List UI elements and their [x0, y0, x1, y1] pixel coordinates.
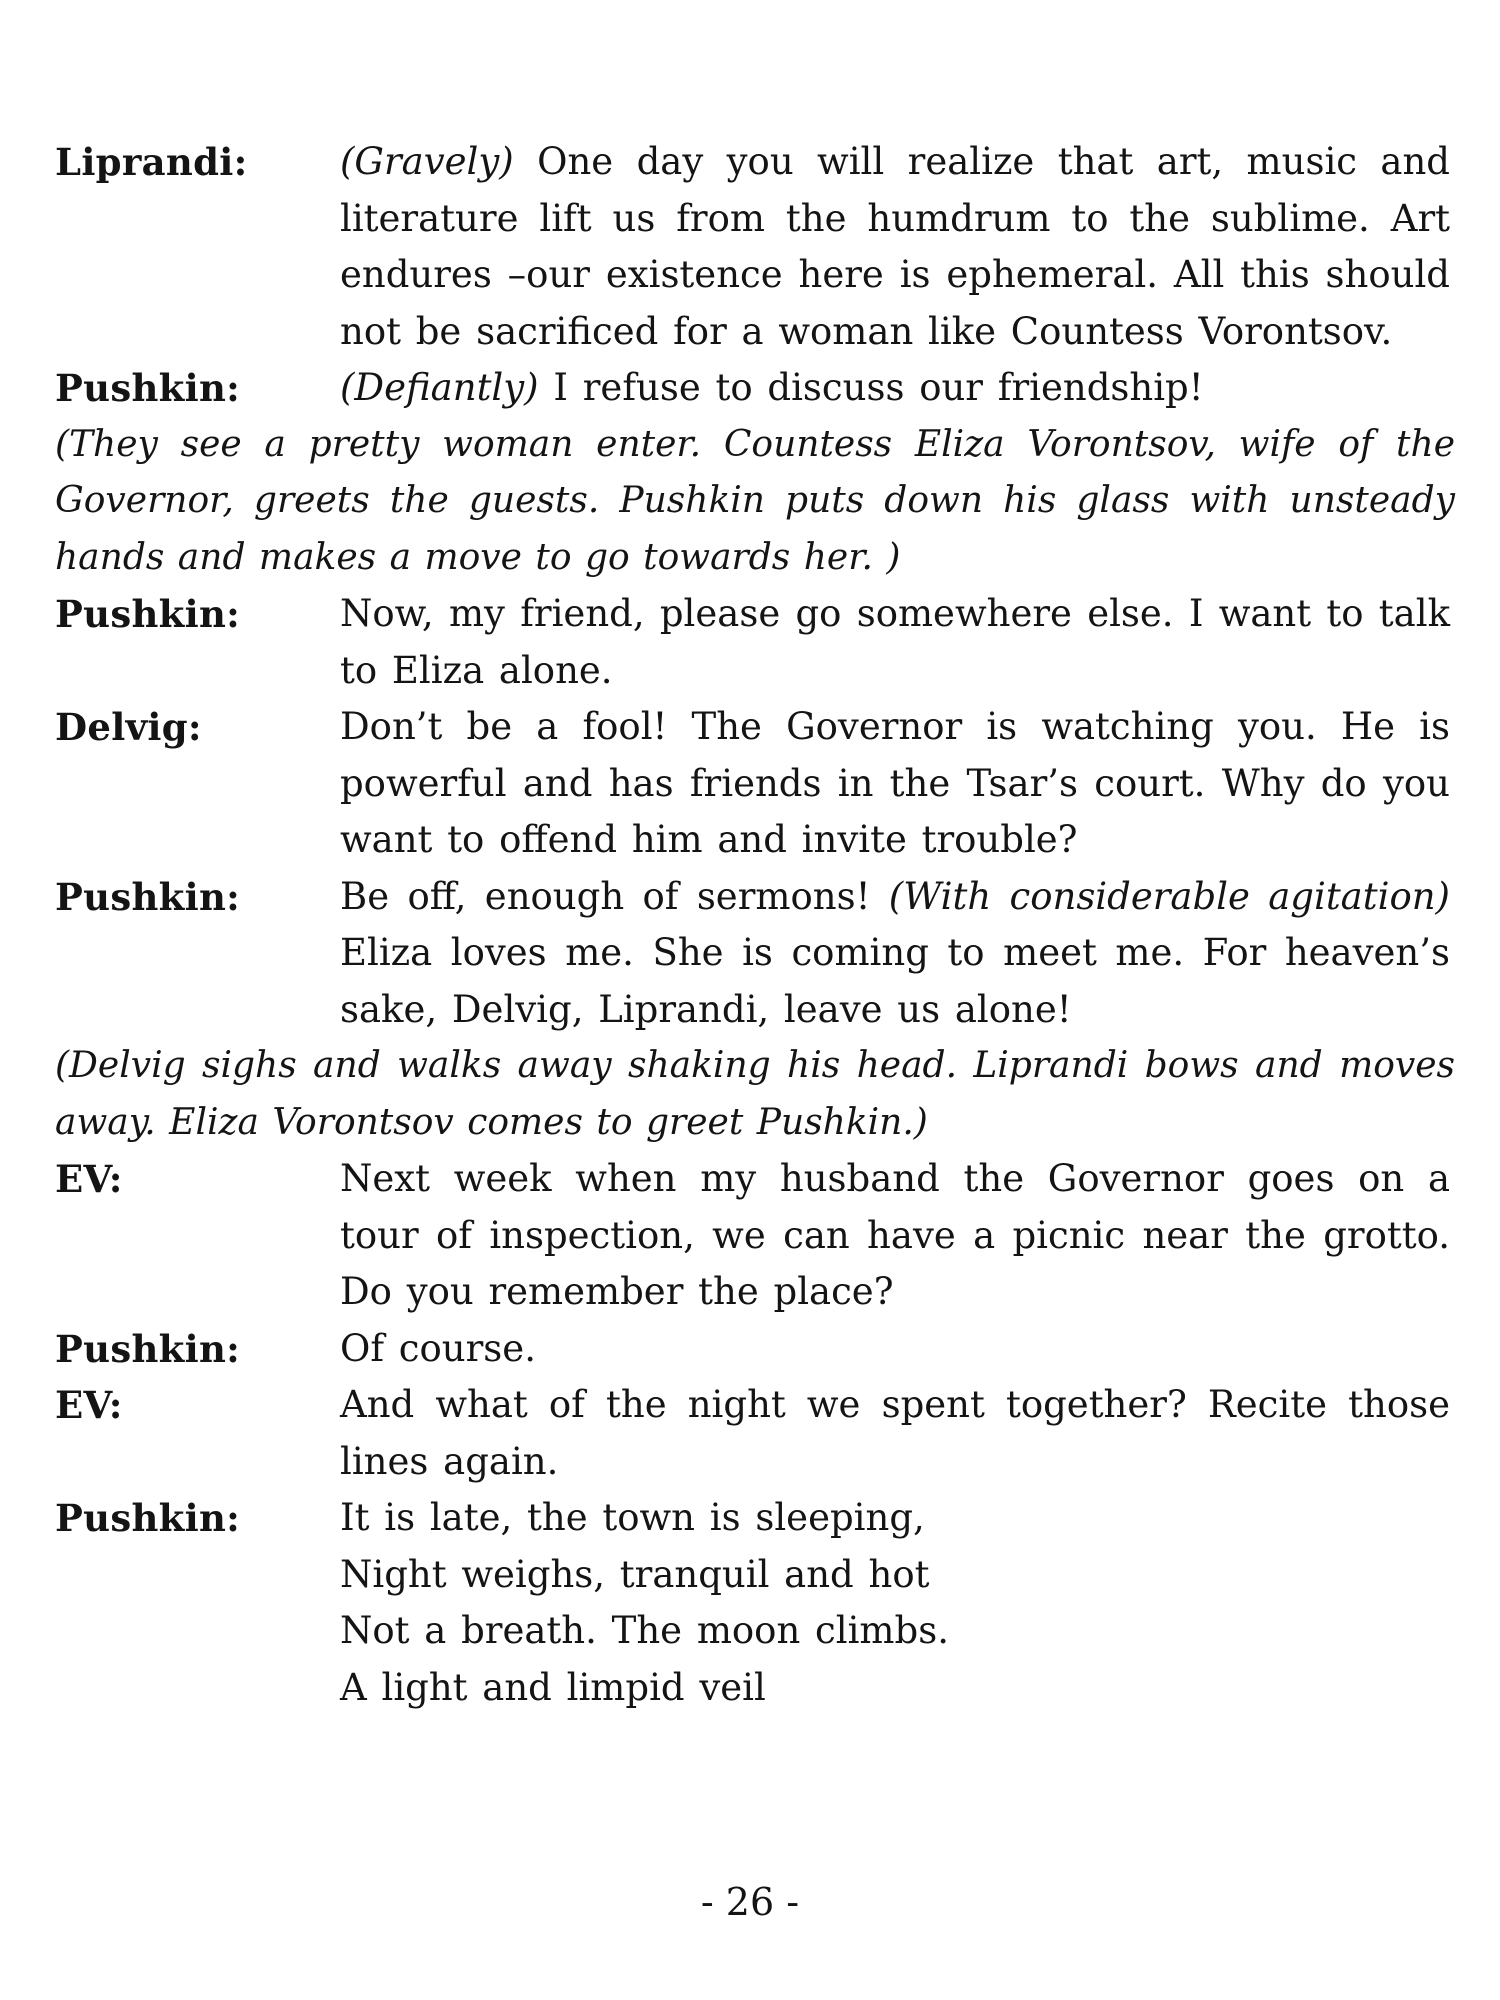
speech-text	[340, 134, 1450, 360]
dialogue-entry	[55, 1377, 1455, 1490]
speaker-name: EV:	[55, 1157, 123, 1201]
speech-content: Be off, enough of sermons!	[340, 874, 889, 918]
poem	[340, 1490, 1450, 1716]
speech-content: I refuse to discuss our friendship!	[538, 366, 1204, 409]
dialogue-entry	[55, 134, 1455, 360]
dialogue-entry	[55, 360, 1455, 417]
speech-content: One day you will realize that art, music and literature lift us from the humdrum to the sublime. Art endures –our existence here is ephemeral. All this should not be sacrificed for a woman like Countess Vorontsov.	[340, 140, 1450, 353]
dialogue-entry	[55, 586, 1455, 699]
speaker-name: Pushkin:	[55, 592, 241, 636]
stage-direction-inline: (Defiantly)	[340, 366, 539, 409]
speech-text: Don’t be a fool! The Governor is watching you. He is powerful and has friends in the Tsar’s court. Why do you want to offend him and invite trouble?	[340, 705, 1450, 861]
speaker-name: EV:	[55, 1383, 123, 1427]
speaker-name: Delvig:	[55, 705, 202, 749]
speaker-name: Liprandi:	[55, 140, 248, 184]
speech-text	[340, 360, 1450, 417]
speech-text	[340, 869, 1450, 1039]
page-number: - 26 -	[700, 1880, 800, 1924]
poem-line: Night weighs, tranquil and hot	[340, 1552, 930, 1596]
speaker-name: Pushkin:	[55, 1326, 241, 1371]
speaker-name: Pushkin:	[55, 874, 241, 919]
dialogue-entry	[55, 1490, 1455, 1716]
speaker-name: Pushkin:	[55, 366, 241, 410]
stage-direction-inline: (Gravely)	[340, 140, 514, 183]
speech-text: And what of the night we spent together? Recite those lines again.	[340, 1383, 1450, 1483]
dialogue-entry	[55, 1151, 1455, 1321]
speech-text: Of course.	[340, 1326, 536, 1370]
stage-direction: (They see a pretty woman enter. Countess Eliza Vorontsov, wife of the Governor, greets the guests. Pushkin puts down his glass with unsteady hands and makes a move to go towards her. )	[55, 423, 1455, 578]
dialogue-entry	[55, 869, 1455, 1039]
stage-direction-inline: (With considerable agitation)	[888, 874, 1450, 918]
poem-line: A light and limpid veil	[340, 1665, 766, 1709]
dialogue-entry	[55, 1321, 1455, 1378]
poem-line: Not a breath. The moon climbs.	[340, 1609, 949, 1652]
speech-content: Eliza loves me. She is coming to meet me. For heaven’s sake, Delvig, Liprandi, leave us alone!	[340, 931, 1450, 1031]
dialogue-entry	[55, 699, 1455, 869]
stage-direction: (Delvig sighs and walks away shaking his head. Liprandi bows and moves away. Eliza Vorontsov comes to greet Pushkin.)	[55, 1045, 1455, 1143]
speech-text: Next week when my husband the Governor goes on a tour of inspection, we can have a picnic near the grotto. Do you remember the place?	[340, 1157, 1450, 1313]
speaker-name: Pushkin:	[55, 1496, 241, 1540]
poem-line: It is late, the town is sleeping,	[340, 1496, 925, 1539]
play-script-page	[55, 134, 1455, 1716]
speech-text: Now, my friend, please go somewhere else. I want to talk to Eliza alone.	[340, 592, 1450, 692]
